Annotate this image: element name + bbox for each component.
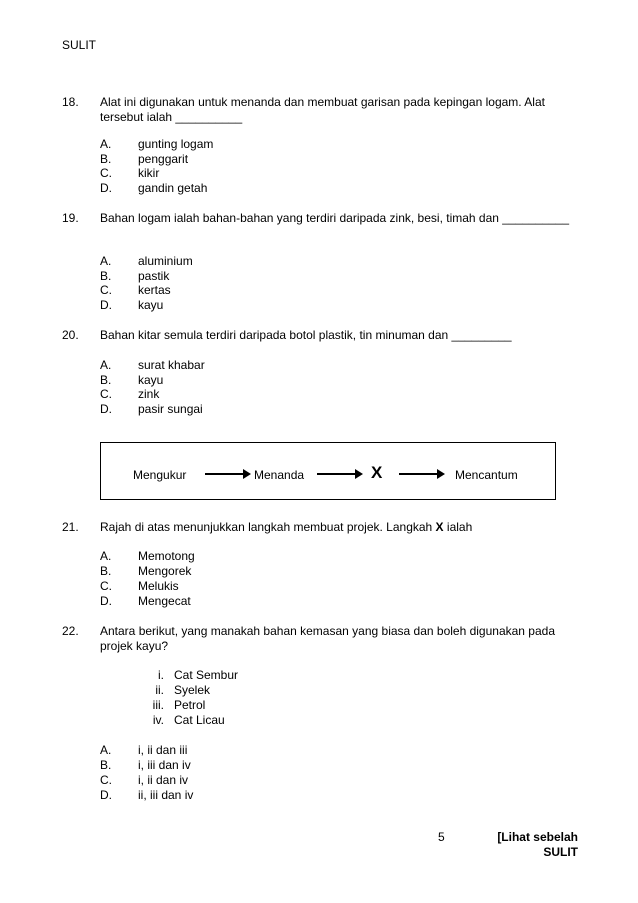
question-number: 19. (62, 211, 79, 225)
option-letter: A. (100, 549, 112, 563)
footer-label: SULIT (543, 845, 578, 859)
flow-arrow-3 (399, 473, 439, 475)
option-letter: C. (100, 773, 112, 787)
option-c (100, 773, 188, 787)
roman-item-iii (142, 698, 205, 712)
question-text: Antara berikut, yang manakah bahan kemasan yang biasa dan boleh digunakan pada projek kayu? (100, 624, 555, 653)
question-number: 22. (62, 624, 79, 638)
question-text-part: Rajah di atas menunjukkan langkah membuat projek. Langkah (100, 520, 436, 534)
option-letter: D. (100, 594, 112, 608)
option-text: kertas (138, 283, 171, 297)
option-text: i, ii dan iv (138, 773, 189, 787)
option-letter: D. (100, 181, 112, 195)
option-letter: A. (100, 358, 112, 372)
page-number: 5 (438, 830, 445, 844)
option-d (100, 298, 163, 312)
roman-text: Petrol (174, 698, 206, 712)
question-text (100, 520, 580, 535)
option-a (100, 137, 213, 151)
option-c (100, 387, 159, 401)
question-text: Alat ini digunakan untuk menanda dan membuat garisan pada kepingan logam. Alat tersebut ialah __________ (100, 95, 545, 124)
flow-step-2: Menanda (254, 468, 305, 482)
next-page-label: [Lihat sebelah (497, 830, 578, 844)
roman-numeral: iv. (152, 713, 164, 727)
option-text: penggarit (138, 152, 189, 166)
option-letter: D. (100, 298, 112, 312)
option-c (100, 283, 171, 297)
option-a (100, 743, 187, 757)
question-number: 18. (62, 95, 79, 109)
option-letter: A. (100, 137, 112, 151)
option-letter: C. (100, 579, 112, 593)
option-text: aluminium (138, 254, 193, 268)
question-text-bold: X (435, 520, 444, 534)
roman-numeral: ii. (155, 683, 164, 697)
roman-text: Syelek (174, 683, 211, 697)
option-letter: B. (100, 269, 112, 283)
flow-step-4: Mencantum (455, 468, 518, 482)
flow-step-x: X (371, 463, 383, 482)
option-text: Mengorek (138, 564, 192, 578)
option-c (100, 166, 159, 180)
option-text: surat khabar (138, 358, 205, 372)
option-text: ii, iii dan iv (138, 788, 194, 802)
option-b (100, 373, 163, 387)
option-text: kayu (138, 373, 164, 387)
question-text-part: ialah (443, 520, 473, 534)
roman-text: Cat Licau (174, 713, 225, 727)
question-number: 20. (62, 328, 79, 342)
header-label: SULIT (62, 38, 97, 52)
option-text: kikir (138, 166, 160, 180)
option-a (100, 358, 205, 372)
option-text: pasir sungai (138, 402, 203, 416)
flow-step-1: Mengukur (133, 468, 187, 482)
option-letter: D. (100, 402, 112, 416)
roman-item-iv (142, 713, 225, 727)
option-b (100, 564, 191, 578)
roman-numeral: i. (158, 668, 164, 682)
roman-item-i (142, 668, 238, 682)
option-letter: B. (100, 564, 112, 578)
option-text: Melukis (138, 579, 179, 593)
option-text: gandin getah (138, 181, 208, 195)
roman-numeral: iii. (152, 698, 164, 712)
option-letter: B. (100, 152, 112, 166)
option-letter: C. (100, 166, 112, 180)
option-text: Mengecat (138, 594, 191, 608)
question-text: Bahan logam ialah bahan-bahan yang terdiri daripada zink, besi, timah dan __________ (100, 211, 570, 225)
option-a (100, 254, 193, 268)
option-d (100, 402, 203, 416)
option-letter: B. (100, 373, 112, 387)
option-d (100, 594, 191, 608)
option-c (100, 579, 179, 593)
option-letter: C. (100, 387, 112, 401)
option-text: kayu (138, 298, 164, 312)
option-letter: A. (100, 743, 112, 757)
option-text: gunting logam (138, 137, 214, 151)
option-letter: A. (100, 254, 112, 268)
flow-arrow-1 (205, 473, 245, 475)
flow-diagram (100, 442, 556, 500)
option-text: Memotong (138, 549, 195, 563)
option-letter: D. (100, 788, 112, 802)
option-letter: C. (100, 283, 112, 297)
option-a (100, 549, 195, 563)
option-letter: B. (100, 758, 112, 772)
flow-arrow-2 (317, 473, 357, 475)
roman-text: Cat Sembur (174, 668, 239, 682)
option-b (100, 269, 169, 283)
option-d (100, 788, 193, 802)
roman-item-ii (142, 683, 210, 697)
option-text: i, iii dan iv (138, 758, 191, 772)
question-number: 21. (62, 520, 79, 534)
option-d (100, 181, 207, 195)
question-text: Bahan kitar semula terdiri daripada botol plastik, tin minuman dan _________ (100, 328, 512, 342)
option-b (100, 152, 188, 166)
option-text: pastik (138, 269, 170, 283)
option-text: i, ii dan iii (138, 743, 188, 757)
option-b (100, 758, 191, 772)
option-text: zink (138, 387, 160, 401)
